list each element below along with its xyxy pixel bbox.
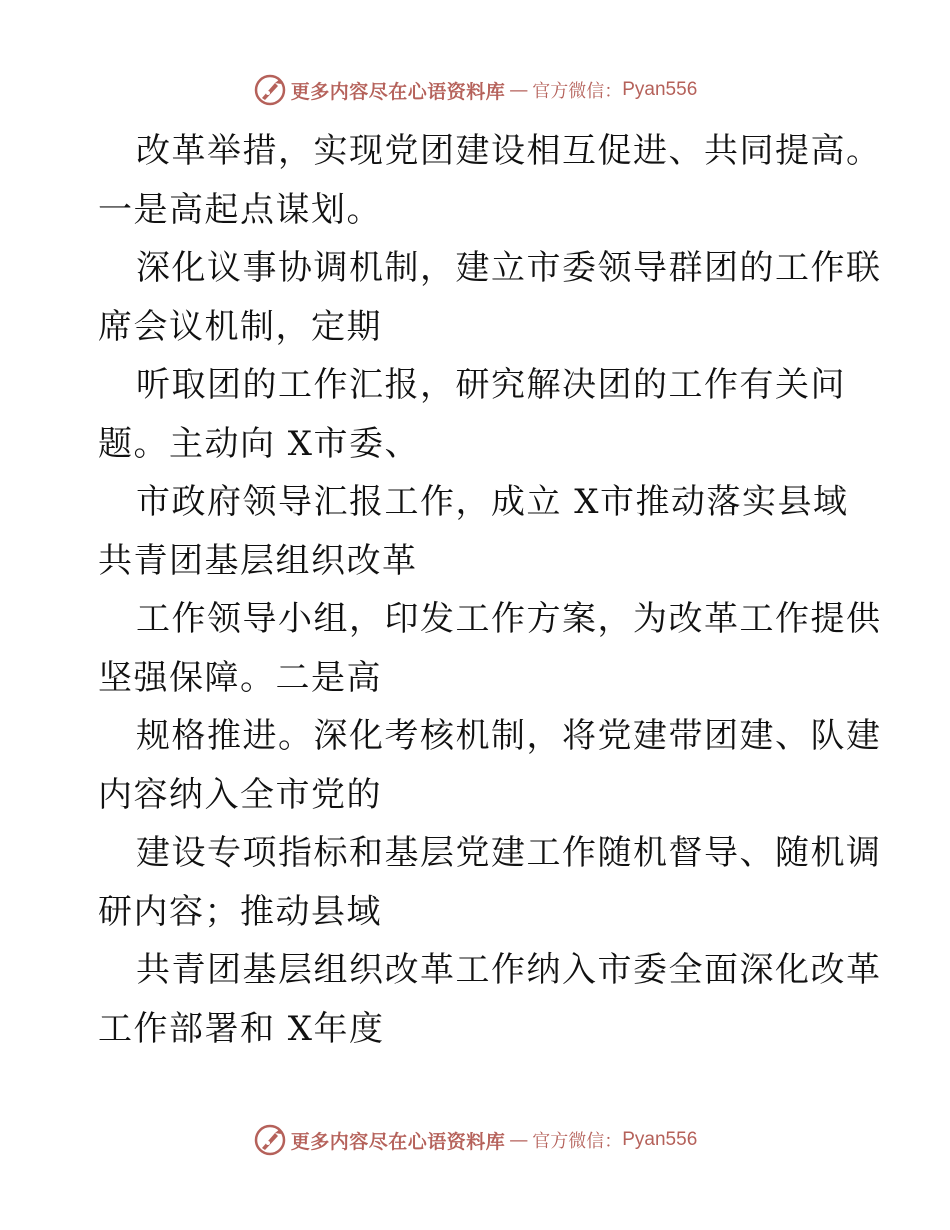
- body-line: 建设专项指标和基层党建工作随机督导、随机调: [136, 833, 882, 873]
- body-line: 一是高起点谋划。: [98, 189, 382, 230]
- body-line: 共青团基层组织改革: [98, 540, 418, 581]
- body-line: 题。主动向 X市委、: [98, 423, 421, 464]
- body-line: 坚强保障。二是高: [98, 657, 382, 698]
- pen-logo-icon: [253, 73, 287, 107]
- banner-wechat-id: Pyan556: [622, 1129, 698, 1150]
- footer-watermark-banner: [0, 1120, 950, 1160]
- banner-wechat-label: 官方微信：: [532, 1131, 623, 1152]
- body-line: 深化议事协调机制，建立市委领导群团的工作联: [136, 248, 882, 288]
- banner-dash: —: [509, 1129, 529, 1151]
- body-line: 听取团的工作汇报，研究解决团的工作有关问: [136, 365, 846, 405]
- pen-logo-icon: [253, 1123, 287, 1157]
- document-body: [98, 122, 882, 1058]
- banner-wechat-label: 官方微信：: [532, 81, 623, 102]
- banner-dash: —: [509, 79, 529, 101]
- body-line: 内容纳入全市党的: [98, 774, 382, 815]
- banner-wechat-id: Pyan556: [622, 79, 698, 100]
- body-line: 规格推进。深化考核机制，将党建带团建、队建: [136, 716, 882, 756]
- body-line: 工作领导小组，印发工作方案，为改革工作提供: [136, 599, 882, 639]
- body-line: 市政府领导汇报工作，成立 X市推动落实县域: [136, 482, 849, 522]
- banner-text: 更多内容尽在心语资料库: [290, 1130, 506, 1153]
- banner-text: 更多内容尽在心语资料库: [290, 80, 506, 103]
- body-line: 研内容；推动县域: [98, 891, 382, 932]
- body-line: 共青团基层组织改革工作纳入市委全面深化改革: [136, 950, 882, 990]
- body-line: 工作部署和 X年度: [98, 1008, 385, 1049]
- header-watermark-banner: [0, 70, 950, 110]
- body-line: 改革举措，实现党团建设相互促进、共同提高。: [136, 131, 882, 171]
- body-line: 席会议机制，定期: [98, 306, 382, 347]
